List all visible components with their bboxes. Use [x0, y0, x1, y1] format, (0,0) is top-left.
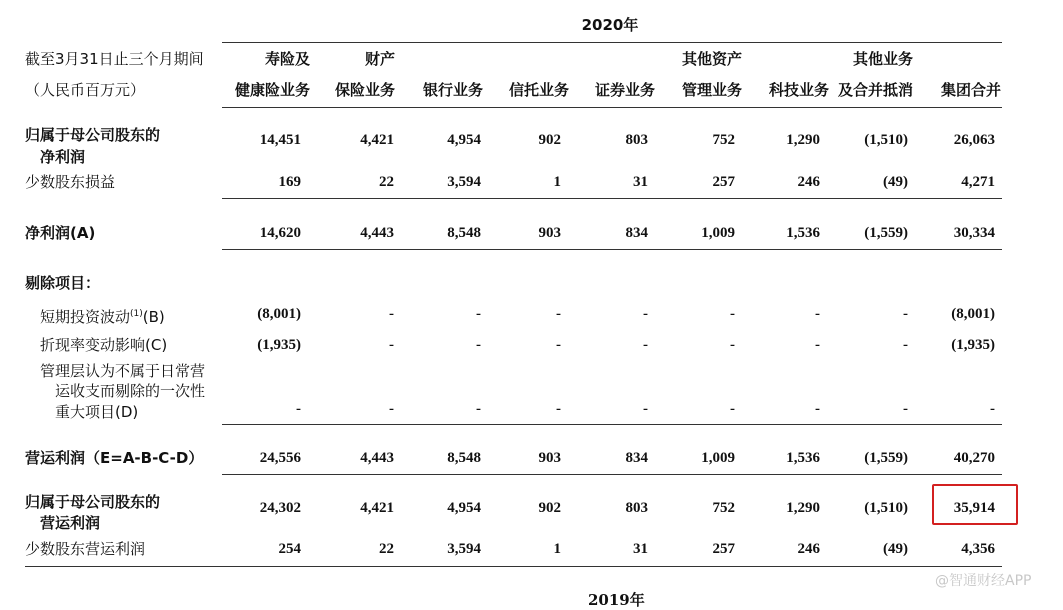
table-cell: 4,954	[447, 132, 481, 148]
column-header-1-line1: 寿险及	[264, 50, 310, 68]
table-cell: 31	[633, 174, 648, 190]
unit-label: （人民币百万元）	[25, 81, 146, 99]
header-top-rule	[222, 42, 1002, 43]
column-header-5-line2: 证券业务	[594, 81, 655, 99]
table-cell: (8,001)	[951, 306, 995, 322]
row-label-discount-rate: 折现率变动影响(C)	[40, 336, 168, 354]
column-header-8-line1: 其他业务	[852, 50, 913, 68]
row-label-exclusions: 剔除项目：	[25, 274, 101, 292]
table-cell: 4,421	[360, 132, 394, 148]
table-cell: -	[815, 401, 820, 417]
table-cell: 903	[538, 450, 561, 466]
table-cell: 22	[379, 174, 394, 190]
table-cell: 4,443	[360, 225, 394, 241]
table-cell: 903	[538, 225, 561, 241]
table-cell: 834	[625, 450, 648, 466]
table-cell: 1,009	[701, 450, 735, 466]
table-cell: 8,548	[447, 225, 481, 241]
table-cell: 4,271	[961, 174, 995, 190]
table-cell: 254	[278, 541, 301, 557]
table-cell: 4,443	[360, 450, 394, 466]
column-header-2-line2: 保险业务	[334, 81, 395, 99]
column-header-6-line2: 管理业务	[681, 81, 742, 99]
table-cell: 35,914	[953, 500, 995, 516]
column-header-4-line2: 信托业务	[508, 81, 569, 99]
table-cell: -	[476, 337, 481, 353]
table-cell: -	[296, 401, 301, 417]
table-cell: (1,935)	[951, 337, 995, 353]
table-cell: 752	[712, 500, 735, 516]
table-cell: (1,510)	[864, 132, 908, 148]
table-cell: 257	[712, 174, 735, 190]
table-cell: 752	[712, 132, 735, 148]
table-cell: -	[476, 306, 481, 322]
table-cell: 902	[538, 132, 561, 148]
table-cell: (1,559)	[864, 225, 908, 241]
table-row	[0, 337, 1063, 357]
table-row	[0, 132, 1063, 152]
table-cell: (1,510)	[864, 500, 908, 516]
table-cell: 8,548	[447, 450, 481, 466]
table-cell: 4,421	[360, 500, 394, 516]
table-cell: -	[643, 306, 648, 322]
table-cell: 14,620	[259, 225, 301, 241]
rule-after-minority	[222, 198, 1002, 199]
watermark: @智通财经APP	[935, 573, 1032, 589]
table-cell: 246	[797, 541, 820, 557]
column-header-2-line1: 财产	[364, 50, 395, 68]
row-label-operating-profit-parent-line1: 归属于母公司股东的	[25, 493, 161, 511]
period-label: 截至3月31日止三个月期间	[25, 50, 204, 68]
table-cell: -	[389, 401, 394, 417]
table-cell: -	[556, 401, 561, 417]
next-year-header-partial: 2019年	[588, 591, 645, 609]
short-term-label-suffix: (B)	[142, 308, 165, 326]
table-cell: 1,009	[701, 225, 735, 241]
column-header-7-line2: 科技业务	[768, 81, 829, 99]
table-cell: 1,290	[786, 132, 820, 148]
table-cell: -	[990, 401, 995, 417]
table-cell: -	[643, 401, 648, 417]
table-cell: 3,594	[447, 541, 481, 557]
table-row	[0, 541, 1063, 561]
row-label-minority-operating-profit: 少数股东营运利润	[25, 540, 146, 558]
table-cell: 834	[625, 225, 648, 241]
row-label-minority-interest: 少数股东损益	[25, 173, 116, 191]
column-header-1-line2: 健康险业务	[234, 81, 310, 99]
column-header-8-line2: 及合并抵消	[837, 81, 913, 99]
table-cell: -	[556, 306, 561, 322]
rule-after-net-profit	[222, 249, 1002, 250]
row-label-operating-profit: 营运利润（E=A-B-C-D）	[25, 449, 204, 467]
table-cell: -	[643, 337, 648, 353]
table-row	[0, 500, 1063, 520]
table-cell: 4,954	[447, 500, 481, 516]
table-cell: -	[903, 401, 908, 417]
table-row	[0, 450, 1063, 470]
table-cell: (49)	[883, 541, 908, 557]
year-header: 2020年	[581, 16, 639, 34]
table-row	[0, 225, 1063, 245]
table-cell: -	[903, 337, 908, 353]
table-cell: 30,334	[953, 225, 995, 241]
table-cell: 246	[797, 174, 820, 190]
table-cell: -	[815, 337, 820, 353]
table-cell: 3,594	[447, 174, 481, 190]
table-cell: 4,356	[961, 541, 995, 557]
table-cell: -	[815, 306, 820, 322]
row-label-one-off-line2: 运收支而剔除的一次性	[55, 382, 206, 400]
table-bottom-rule	[25, 566, 1002, 567]
highlight-box	[932, 484, 1018, 525]
table-cell: 22	[379, 541, 394, 557]
rule-after-operating-profit	[222, 474, 1002, 475]
row-label-net-profit-parent-line2: 净利润	[40, 148, 86, 166]
table-cell: 1	[553, 174, 561, 190]
short-term-label-text: 短期投资波动	[40, 308, 131, 326]
rule-before-operating-profit	[222, 424, 1002, 425]
row-label-one-off-line1: 管理层认为不属于日常营	[40, 362, 206, 380]
table-cell: (1,935)	[257, 337, 301, 353]
table-cell: -	[730, 306, 735, 322]
row-label-net-profit: 净利润(A)	[25, 224, 96, 242]
footnote-marker: (1)	[130, 309, 143, 319]
table-cell: 803	[625, 500, 648, 516]
table-cell: 31	[633, 541, 648, 557]
table-cell: 1,536	[786, 225, 820, 241]
table-cell: (8,001)	[257, 306, 301, 322]
table-cell: 1	[553, 541, 561, 557]
table-cell: 26,063	[953, 132, 995, 148]
table-cell: -	[389, 306, 394, 322]
table-cell: 257	[712, 541, 735, 557]
row-label-net-profit-parent-line1: 归属于母公司股东的	[25, 126, 161, 144]
table-cell: 1,290	[786, 500, 820, 516]
table-cell: (1,559)	[864, 450, 908, 466]
table-cell: 24,302	[259, 500, 301, 516]
table-cell: -	[903, 306, 908, 322]
table-cell: 24,556	[259, 450, 301, 466]
table-cell: 1,536	[786, 450, 820, 466]
table-cell: 169	[278, 174, 301, 190]
table-cell: 14,451	[259, 132, 301, 148]
table-row	[0, 401, 1063, 421]
table-row	[0, 174, 1063, 194]
table-cell: 902	[538, 500, 561, 516]
column-header-9-line2: 集团合并	[940, 81, 1001, 99]
table-cell: -	[476, 401, 481, 417]
table-cell: -	[389, 337, 394, 353]
table-cell: -	[556, 337, 561, 353]
table-cell: -	[730, 337, 735, 353]
table-cell: (49)	[883, 174, 908, 190]
table-row	[0, 306, 1063, 326]
table-cell: -	[730, 401, 735, 417]
column-header-3-line2: 银行业务	[422, 81, 483, 99]
row-label-one-off-line3: 重大项目(D)	[55, 403, 139, 421]
row-label-operating-profit-parent-line2: 营运利润	[40, 514, 101, 532]
column-header-6-line1: 其他资产	[681, 50, 742, 68]
table-cell: 803	[625, 132, 648, 148]
header-bottom-rule	[222, 107, 1002, 108]
table-cell: 40,270	[953, 450, 995, 466]
